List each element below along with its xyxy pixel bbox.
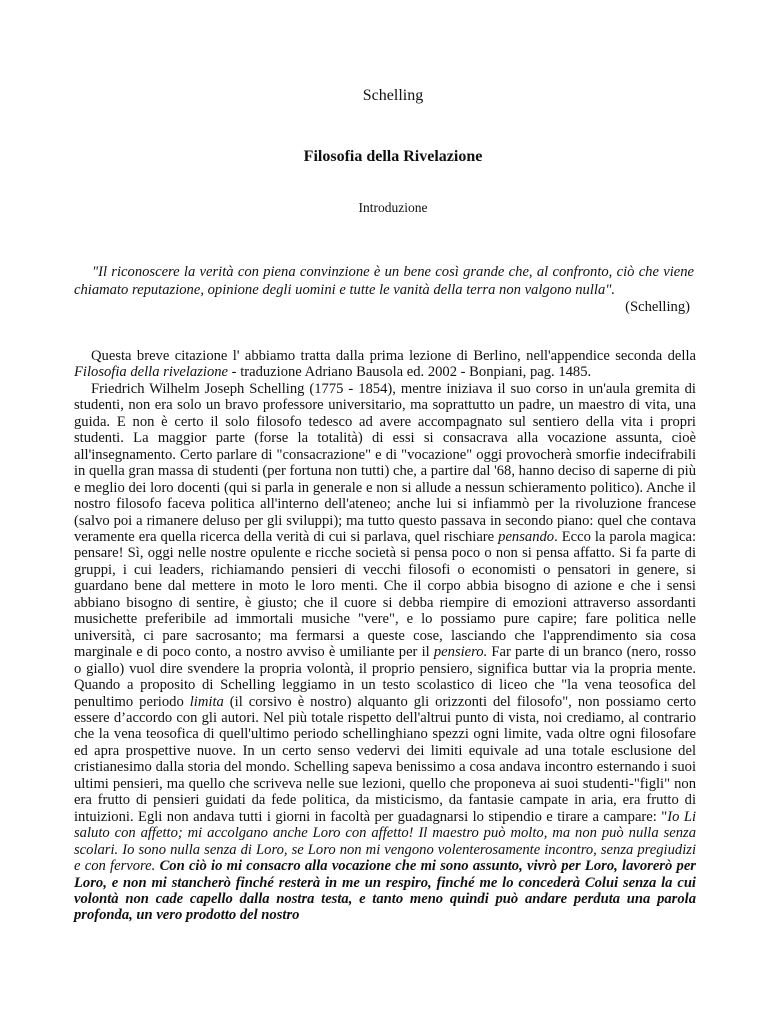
paragraph-2-text-1: Friedrich Wilhelm Joseph Schelling (1775 - 1854), mentre iniziava il suo corso in un'aula gremita di studenti, non era solo un bravo professore universitario, ma soprattutto un padre, un maestro di vita, una guida. E non è certo il solo filosofo tedesco ad avere accompagnato sul sentiero della vita i propri studenti. La maggior parte (forse la totalità) di essi si consacrava alla vocazione assunta, cioè all'insegnamento. Certo parlare di "consacrazione" e di "vocazione" oggi provocherà smorfie indecifrabili in quella gran massa di studenti (per fortuna non tutti) che, a partire dal '68, hanno deciso di saperne di più e meglio dei loro docenti (qui si parla in generale e non si allude a nessun schieramento politico). Anche il nostro filosofo faceva politica all'interno dell'ateneo; anche lui si infiammò per la rivoluzione francese (salvo poi a rimanere deluso per gli sviluppi); ma tutto questo passava in secondo piano: quel che contava veramente era quella ricerca della verità di cui si parlava, quel rischiare <box>74 380 696 545</box>
author-heading: Schelling <box>362 87 424 104</box>
body-text <box>74 348 696 924</box>
paragraph-2-text-4: (il corsivo è nostro) alquanto gli orizzonti del filosofo", non possiamo certo essere d’accordo con gli autori. Nel più totale rispetto dell'altrui punto di vista, noi crediamo, al contrario che la vena teosofica di quell'ultimo periodo schellinghiano spezzi ogni limite, vada oltre ogni filosofare ed apra prospettive nuove. In un certo senso vedervi dei limiti equivale ad una totale esclusione del cristianesimo dalla storia del mondo. Schelling sapeva benissimo a cosa andava incontro esternando i suoi ultimi pensieri, ma quello che scriveva nelle sue lezioni, quello che proponeva ai suoi studenti-"figli" non era frutto di pensieri guidati da fede politica, da misticismo, da fantasie campate in aria, era frutto di intuizioni. Egli non andava tutti i giorni in facoltà per guadagnarsi lo stipendio e tirare a campare: " <box>74 693 696 825</box>
paragraph-2 <box>74 381 696 924</box>
book-title-italic: Filosofia della rivelazione <box>74 364 229 381</box>
quotation-bold-italic: Con ciò io mi consacro alla vocazione che mi sono assunto, vivrò per Loro, lavorerò per Loro, e non mi stancherò finché resterà in me un respiro, finché me lo concederà Colui senza la cui volontà non cade capello dalla nostra testa, e tanto meno quindi può andare perduta una parola profonda, un vero prodotto del nostro <box>74 858 696 924</box>
emphasis-pensando: pensando <box>498 528 555 545</box>
paragraph-2-text-3: Far parte di un branco (nero, rosso o giallo) vuol dire svendere la propria volontà, il proprio pensiero, significa buttar via la propria mente. Quando a proposito di Schelling leggiamo in un testo scolastico di liceo che "la vena teosofica del penultimo periodo <box>74 644 697 710</box>
paragraph-2-text-2: . Ecco la parola magica: pensare! Sì, oggi nelle nostre opulente e ricche società si pensa poco o non si pensa affatto. Si fa parte di gruppi, i cui leaders, richiamando pensieri di vecchi filosofi o economisti o pensatori in genere, si guardano bene dal mettere in moto le loro menti. Che il corpo abbia bisogno di azione e che i sensi abbiano bisogno di sentire, è giusto; che il cuore si debba riempire di emozioni attraverso assordanti musichette preferibile ad immortali musiche "vere", e lo possiamo pure capire; fare politica nelle università, ci pare sacrosanto; ma fermarsi a queste cose, lasciando che l'apprendimento sia cosa marginale e di poco conto, a nostro avviso è umiliante per il <box>74 528 697 661</box>
emphasis-pensiero: pensiero. <box>433 644 488 661</box>
paragraph-1 <box>74 348 696 381</box>
quotation-italic: Io Li saluto con affetto; mi accolgano anche Loro con affetto! Il maestro può molto, ma non può nulla senza scolari. Io sono nulla senza di Loro, se Loro non mi vengono volenterosamente incontro, senza pregiudizi e con fervore. <box>74 808 697 875</box>
section-heading: Introduzione <box>358 200 428 215</box>
epigraph-quote: "Il riconoscere la verità con piena convinzione è un bene così grande che, al confronto, ciò che viene chiamato reputazione, opinione degli uomini e tutte le vanità della terra non valgono nulla". <box>74 264 694 298</box>
paragraph-1-text: Questa breve citazione l' abbiamo tratta dalla prima lezione di Berlino, nell'appendice seconda della <box>91 348 696 364</box>
epigraph-attribution: (Schelling) <box>625 299 690 315</box>
document-title: Filosofia della Rivelazione <box>303 148 483 165</box>
paragraph-1-citation: - traduzione Adriano Bausola ed. 2002 - Bonpiani, pag. 1485. <box>228 364 592 381</box>
emphasis-limita: limita <box>189 693 224 710</box>
